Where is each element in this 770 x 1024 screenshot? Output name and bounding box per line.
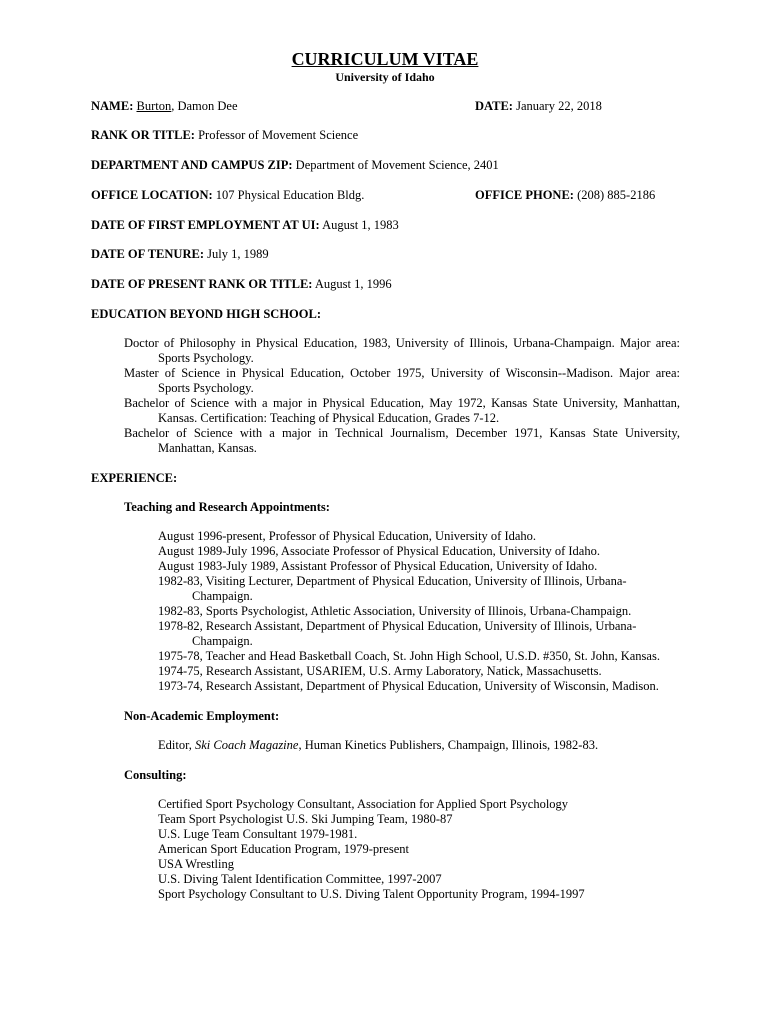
- office-phone-value: (208) 885-2186: [577, 188, 656, 202]
- education-list: [124, 336, 680, 456]
- date-value: January 22, 2018: [516, 99, 602, 113]
- office-location-field: [91, 188, 364, 203]
- consulting-entry: Certified Sport Psychology Consultant, Association for Applied Sport Psychology: [158, 797, 569, 811]
- nonacademic-magazine: Ski Coach Magazine: [195, 738, 299, 752]
- teaching-entry: 1978-82, Research Assistant, Department of Physical Education, University of Illinois, Urbana-Champaign.: [158, 619, 637, 648]
- education-heading: EDUCATION BEYOND HIGH SCHOOL:: [91, 307, 322, 321]
- first-employment-field: [91, 218, 399, 233]
- office-phone-label: OFFICE PHONE:: [475, 188, 574, 202]
- date-field: [475, 99, 602, 114]
- rank-field: [91, 128, 358, 143]
- consulting-list: [158, 797, 678, 902]
- name-rest: , Damon Dee: [171, 99, 238, 113]
- consulting-entry: USA Wrestling: [158, 857, 235, 871]
- rank-value: Professor of Movement Science: [198, 128, 359, 142]
- present-rank-value: August 1, 1996: [314, 277, 392, 291]
- first-employment-label: DATE OF FIRST EMPLOYMENT AT UI:: [91, 218, 320, 232]
- nonacademic-prefix: Editor,: [158, 738, 195, 752]
- tenure-value: July 1, 1989: [207, 247, 269, 261]
- education-entry: Bachelor of Science with a major in Physical Education, May 1972, Kansas State University, Manhattan, Kansas. Certification: Teaching of Physical Education, Grades 7-12.: [124, 396, 680, 425]
- present-rank-field: [91, 277, 392, 292]
- consulting-heading: Consulting:: [124, 768, 187, 782]
- department-value: Department of Movement Science, 2401: [295, 158, 499, 172]
- education-entry: Master of Science in Physical Education, October 1975, University of Wisconsin--Madison. Major area: Sports Psychology.: [124, 366, 680, 395]
- consulting-entry: U.S. Luge Team Consultant 1979-1981.: [158, 827, 358, 841]
- teaching-entry: August 1996-present, Professor of Physical Education, University of Idaho.: [158, 529, 537, 543]
- teaching-entry: August 1983-July 1989, Assistant Professor of Physical Education, University of Idaho.: [158, 559, 598, 573]
- present-rank-label: DATE OF PRESENT RANK OR TITLE:: [91, 277, 313, 291]
- nonacademic-suffix: , Human Kinetics Publishers, Champaign, Illinois, 1982-83.: [298, 738, 599, 752]
- name-last: Burton: [136, 99, 172, 113]
- consulting-entry: U.S. Diving Talent Identification Committee, 1997-2007: [158, 872, 442, 886]
- consulting-entry: Sport Psychology Consultant to U.S. Diving Talent Opportunity Program, 1994-1997: [158, 887, 585, 901]
- department-label: DEPARTMENT AND CAMPUS ZIP:: [91, 158, 293, 172]
- name-field: [91, 99, 238, 114]
- consulting-entry: Team Sport Psychologist U.S. Ski Jumping Team, 1980-87: [158, 812, 453, 826]
- nonacademic-entry: [158, 738, 678, 753]
- office-location-value: 107 Physical Education Bldg.: [215, 188, 365, 202]
- teaching-entry: August 1989-July 1996, Associate Professor of Physical Education, University of Idaho.: [158, 544, 600, 558]
- teaching-heading: Teaching and Research Appointments:: [124, 500, 330, 514]
- teaching-entry: 1974-75, Research Assistant, USARIEM, U.S. Army Laboratory, Natick, Massachusetts.: [158, 664, 602, 678]
- office-phone-field: [475, 188, 655, 203]
- teaching-entry: 1982-83, Visiting Lecturer, Department of Physical Education, University of Illinois, Urbana-Champaign.: [158, 574, 627, 603]
- name-label: NAME:: [91, 99, 134, 113]
- education-entry: Doctor of Philosophy in Physical Education, 1983, University of Illinois, Urbana-Champaign. Major area: Sports Psychology.: [124, 336, 680, 365]
- tenure-field: [91, 247, 269, 262]
- rank-label: RANK OR TITLE:: [91, 128, 195, 142]
- teaching-entry: 1973-74, Research Assistant, Department of Physical Education, University of Wisconsin, Madison.: [158, 679, 659, 693]
- office-location-label: OFFICE LOCATION:: [91, 188, 213, 202]
- date-label: DATE:: [475, 99, 513, 113]
- tenure-label: DATE OF TENURE:: [91, 247, 204, 261]
- nonacademic-list: [158, 738, 678, 753]
- experience-heading: EXPERIENCE:: [91, 471, 178, 485]
- nonacademic-heading: Non-Academic Employment:: [124, 709, 280, 723]
- teaching-entry: 1975-78, Teacher and Head Basketball Coach, St. John High School, U.S.D. #350, St. John, Kansas.: [158, 649, 660, 663]
- teaching-entry: 1982-83, Sports Psychologist, Athletic Association, University of Illinois, Urbana-Champaign.: [158, 604, 632, 618]
- document-title: CURRICULUM VITAE: [291, 49, 479, 69]
- document-subtitle: University of Idaho: [335, 70, 435, 84]
- education-entry: Bachelor of Science with a major in Technical Journalism, December 1971, Kansas State University, Manhattan, Kansas.: [124, 426, 680, 455]
- department-field: [91, 158, 499, 173]
- consulting-entry: American Sport Education Program, 1979-present: [158, 842, 409, 856]
- first-employment-value: August 1, 1983: [322, 218, 399, 232]
- teaching-list: [158, 529, 678, 694]
